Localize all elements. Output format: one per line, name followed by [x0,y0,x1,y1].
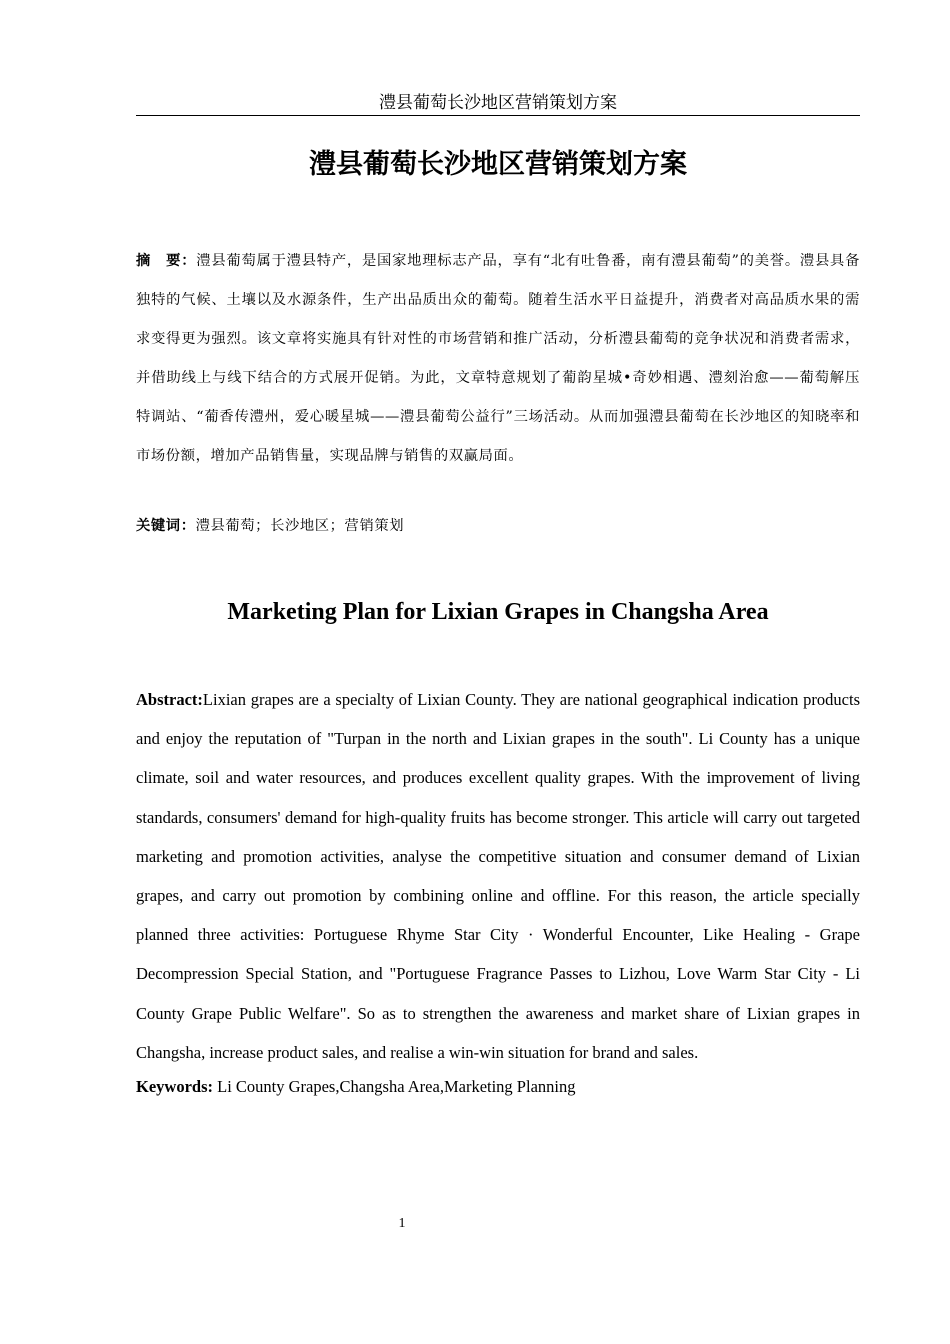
chinese-keywords-label: 关键词： [136,518,196,534]
chinese-title: 澧县葡萄长沙地区营销策划方案 [309,149,687,180]
english-keywords-text: Li County Grapes,Changsha Area,Marketing Planning [213,1077,576,1096]
english-keywords-label: Keywords: [136,1077,213,1096]
chinese-keywords [136,513,860,539]
chinese-abstract-label: 摘 要： [136,253,197,269]
english-abstract [136,680,860,1072]
running-header: 澧县葡萄长沙地区营销策划方案 [136,92,860,116]
english-title: Marketing Plan for Lixian Grapes in Changsha Area [227,599,769,625]
chinese-abstract [136,242,860,476]
chinese-abstract-text: 澧县葡萄属于澧县特产，是国家地理标志产品，享有“北有吐鲁番，南有澧县葡萄”的美誉。澧县具备独特的气候、土壤以及水源条件，生产出品质出众的葡萄。随着生活水平日益提升，消费者对高品质水果的需求变得更为强烈。该文章将实施具有针对性的市场营销和推广活动，分析澧县葡萄的竞争状况和消费者需求，并借助线上与线下结合的方式展开促销。为此，文章特意规划了葡韵星城•奇妙相遇、澧刻治愈——葡萄解压特调站、“葡香传澧州，爱心暖星城——澧县葡萄公益行”三场活动。从而加强澧县葡萄在长沙地区的知晓率和市场份额，增加产品销售量，实现品牌与销售的双赢局面。 [136,253,860,464]
chinese-keywords-text: 澧县葡萄；长沙地区；营销策划 [195,518,405,534]
english-abstract-label: Abstract: [136,690,203,709]
english-keywords [136,1075,860,1099]
page-number: 1 [398,1216,406,1231]
english-abstract-text: Lixian grapes are a specialty of Lixian County. They are national geographical indication products and enjoy the reputation of "Turpan in the north and Lixian grapes in the south". Li County has a unique climate, soil and water resources, and produces excellent quality grapes. With the improvement of living standards, consumers' demand for high-quality fruits has become stronger. This article will carry out targeted marketing and promotion activities, analyse the competitive situation and consumer demand of Lixian grapes, and carry out promotion by combining online and offline. For this reason, the article specially planned three activities: Portuguese Rhyme Star City · Wonderful Encounter, Like Healing - Grape Decompression Special Station, and "Portuguese Fragrance Passes to Lizhou, Love Warm Star City - Li County Grape Public Welfare". So as to strengthen the awareness and market share of Lixian grapes in Changsha, increase product sales, and realise a win-win situation for brand and sales. [136,690,860,1062]
